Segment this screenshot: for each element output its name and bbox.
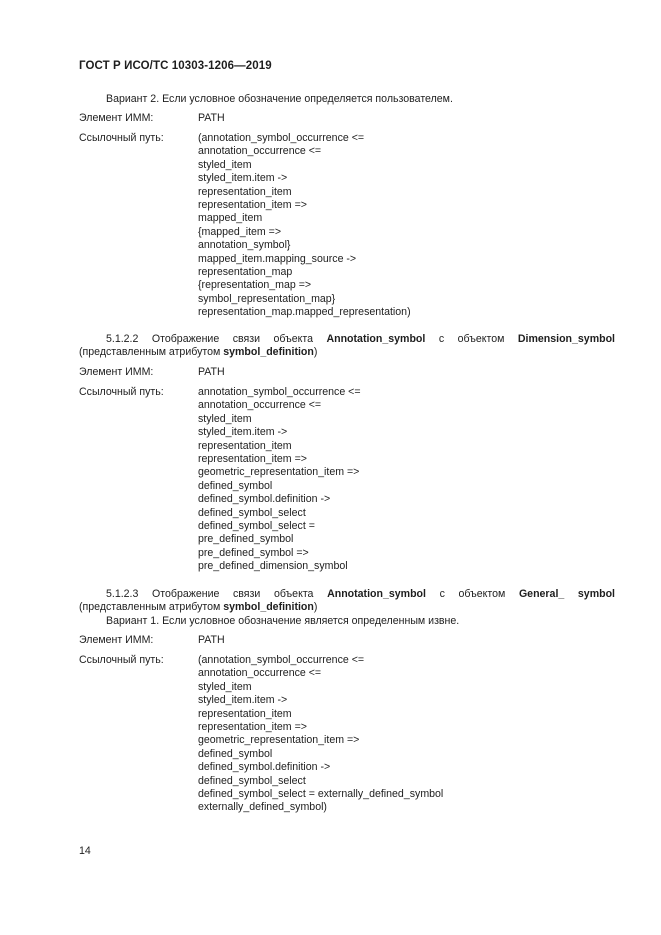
element-label-3: Элемент ИММ: (79, 634, 154, 646)
path-line: defined_symbol_select = (198, 520, 315, 533)
path-label-2: Ссылочный путь: (79, 386, 164, 398)
path-line: defined_symbol (198, 479, 273, 492)
path-line: defined_symbol.definition -> (198, 493, 331, 506)
standard-header: ГОСТ Р ИСО/ТС 10303-1206—2019 (79, 60, 272, 72)
path-line: styled_item.item -> (198, 426, 288, 439)
section-text: 5.1.2.2 Отображение связи объекта (106, 333, 327, 345)
path-line: {mapped_item => (198, 225, 282, 238)
path-line: symbol_representation_map} (198, 292, 336, 305)
path-line: styled_item (198, 158, 252, 171)
section-text: с объектом (425, 333, 518, 345)
path-label-1: Ссылочный путь: (79, 132, 164, 144)
path-line: representation_item (198, 707, 292, 720)
path-line: mapped_item (198, 212, 263, 225)
section-text: 5.1.2.3 Отображение связи объекта (106, 588, 328, 600)
path-line: annotation_symbol} (198, 239, 291, 252)
path-line: representation_item => (198, 453, 307, 466)
path-label-3: Ссылочный путь: (79, 654, 164, 666)
path-line: styled_item (198, 680, 252, 693)
path-line: representation_item (198, 439, 292, 452)
variant-2-text: Вариант 2. Если условное обозначение определяется пользователем. (106, 93, 453, 105)
section-entity: Dimension_symbol (517, 333, 615, 345)
path-line: representation_item (198, 185, 292, 198)
reference-path-2 (198, 386, 361, 574)
path-line: defined_symbol.definition -> (198, 761, 331, 774)
section-entity: Annotation_symbol (326, 333, 426, 345)
section-text: ) (313, 601, 318, 614)
path-line: geometric_representation_item => (198, 734, 360, 747)
path-line: defined_symbol_select (198, 506, 306, 519)
section-text: (представленным атрибутом (79, 601, 224, 614)
path-line: annotation_symbol_occurrence <= (198, 386, 361, 398)
path-line: defined_symbol_select (198, 774, 306, 787)
path-line: externally_defined_symbol) (198, 801, 327, 814)
path-line: pre_defined_dimension_symbol (198, 560, 348, 573)
path-line: defined_symbol (198, 747, 273, 760)
path-line: geometric_representation_item => (198, 466, 360, 479)
section-attribute: symbol_definition (223, 346, 314, 359)
path-line: representation_item => (198, 199, 307, 212)
element-label-2: Элемент ИММ: (79, 366, 154, 378)
path-line: mapped_item.mapping_source -> (198, 252, 357, 265)
path-line: pre_defined_symbol (198, 533, 294, 546)
path-line: styled_item.item -> (198, 172, 288, 185)
path-line: pre_defined_symbol => (198, 546, 309, 559)
path-line: defined_symbol_select = externally_defined_symbol (198, 788, 444, 801)
path-line: (annotation_symbol_occurrence <= (198, 132, 365, 144)
section-5-1-2-2 (79, 333, 615, 360)
page-number: 14 (79, 845, 91, 857)
section-entity: Annotation_symbol (327, 588, 426, 600)
element-value-1: PATH (198, 112, 225, 124)
path-line: annotation_occurrence <= (198, 145, 322, 158)
section-text: ) (313, 346, 318, 359)
path-line: representation_map (198, 266, 293, 279)
path-line: {representation_map => (198, 279, 312, 292)
section-text: (представленным атрибутом (79, 346, 224, 359)
path-line: (annotation_symbol_occurrence <= (198, 654, 365, 666)
section-5-1-2-3 (79, 588, 615, 615)
section-entity: General_ symbol (518, 588, 615, 600)
reference-path-1 (198, 132, 411, 320)
path-line: annotation_occurrence <= (198, 667, 322, 680)
path-line: representation_item => (198, 721, 307, 734)
variant-1-text: Вариант 1. Если условное обозначение является определенным извне. (106, 615, 460, 627)
path-line: styled_item.item -> (198, 694, 288, 707)
section-text: с объектом (425, 588, 519, 600)
element-value-2: PATH (198, 366, 225, 378)
section-attribute: symbol_definition (223, 601, 314, 614)
path-line: styled_item (198, 412, 252, 425)
element-label-1: Элемент ИММ: (79, 112, 154, 124)
path-line: representation_map.mapped_representation) (198, 306, 411, 319)
element-value-3: PATH (198, 634, 225, 646)
reference-path-3 (198, 654, 443, 815)
path-line: annotation_occurrence <= (198, 399, 322, 412)
